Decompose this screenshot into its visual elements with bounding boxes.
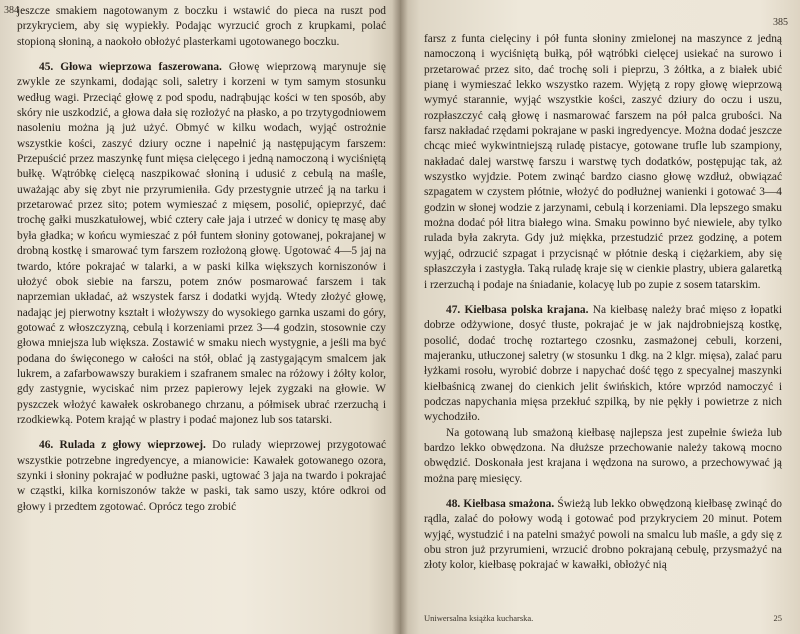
recipe-45 bbox=[17, 60, 386, 428]
page-footer bbox=[424, 613, 782, 624]
footer-book-title: Uniwersalna książka kucharska. bbox=[424, 613, 534, 623]
page-number-left: 384 bbox=[4, 5, 19, 16]
recipe-45-title: 45. Głowa wieprzowa faszerowana. bbox=[39, 61, 222, 74]
recipe-46-title: 46. Rulada z głowy wieprzowej. bbox=[39, 439, 206, 452]
continuation-text-left: jeszcze smakiem nagotowanym z boczku i wstawić do pieca na ruszt pod przykryciem, aby się wypiekły. Podając wyrzucić groch z krupkami, polać stopioną słoniną, a naokoło obłożyć plasterkami ugotowanego boczku. bbox=[17, 5, 386, 48]
recipe-47-text: Na kiełbasę należy brać mięso z łopatki dobrze odżywione, dosyć tłuste, pokrajać je w jak najdrobniejszą kostkę, posolić, dodać trochę roztartego czosnku, zasmażonej cebuli, korzeni, majeranku, utłuczonej saletry (w stosunku 1 dkg. na 2 klgr. mięsa), zalać paru łyżkami rosołu, wyrobić dobrze i napychać dość tęgo z specyalnej maszynki kiełbaśnicą zwanej do cienkich jelit świńskich, które wprzód namoczyć i podczas napychania mięsa przekłuć szpilką, by nie pękły i powietrze z nich wychodziło. bbox=[424, 303, 782, 424]
recipe-48-title: 48. Kiełbasa smażona. bbox=[446, 497, 555, 510]
recipe-46-text: Do rulady wieprzowej przygotować wszystkie potrzebne ingredyencye, a mianowicie: Kawałek gotowanego ozora, szynki i słoniny pokrajać w podłużne paski, ugtować 3 jaja na twardo i pokrajać w cząstki, kilka korniszonów także w paski, tak samo uszy, które odkroi od głowy i przedtem zgotować. Oprócz tego zrobić bbox=[17, 439, 387, 513]
continuation-text-right: farsz z funta cielęciny i pół funta słoniny zmielonej na maszynce z jedną namoczoną i wyciśniętą bułką, pół wątróbki cielęcej usiekać na surowo i przetarować przez sito, dać trochę soli i pieprzu, 3 żółtka, a z białek ubić pianę i wymieszać lekko wszystko razem. Wyjętą z ropy głowę wieprzową wymyć starannie, wyjąć wszystkie kości, zaszyć dziury do oczu i uszu, rozpłaszczyć całą głowę i nasmarować farszem na pół palca grubości. Na farsz nakładać rzędami pokrajane w paski ingredyencye. Można dodać jeszcze chcąc mieć wykwintniejszą ruladę pistacye, gotowane trufle lub szampiony, nakładać dalej warstwę farszu i warstwę tych dodatków, postępując tak, aż wszystko wyjdzie. Potem zwinąć bardzo ciasno głowę wzdłuż, obwiązać szpagatem w czystem płótnie, włożyć do podłużnej wanienki i gotować 3—4 godzin w słonej wodzie z jarzynami, cebulą i korzeniami. Dla lepszego smaku można dodać pół litra białego wina. Smaku powinno być niewiele, aby tylko rulada była zakryta. Gdy już miękka, przestudzić przez godzinę, a potem wyjąć, odrzucić szpagat i przycisnąć w płótnie deską i ciężarkiem, aby się spłaszczyła i zastygła. Taką ruladę kraje się w cienkie plastry, ubiera galaretką i rzerzuchą i podaje na śniadanie, kolacyę lub po zupie z sosem tatarskim. bbox=[424, 33, 782, 291]
recipe-47 bbox=[424, 303, 782, 426]
recipe-46 bbox=[17, 438, 386, 515]
page-number-right: 385 bbox=[773, 17, 788, 28]
recipe-47-title: 47. Kiełbasa polska krajana. bbox=[446, 303, 589, 316]
recipe-45-text: Głowę wieprzową marynuje się zwykle ze szynkami, dodając soli, saletry i korzeni w tym samym stosunku według wagi. Przeciąć głowę z pod spodu, nadrąbując kości w ten sposób, aby skóry nie uszkodzić, a głowa dała się rozłożyć na płasko, a po trzytygodniowem nasoleniu można ją już użyć. Obmyć w kilku wodach, wyjąć ostrożnie wszystkie kości, zaszyć dziury oczne i napełnić ją następującym farszem: Przepuścić przez maszynkę funt mięsa cielęcego i jedną namoczoną i wyciśniętą bułkę. Wątróbkę cielęcą naszpikować słoniną i udusić z cebulą na maśle, uważając aby się zbyt nie przyrumieniła. Gdy przestygnie utrzeć ją na tarku i przetarować przez sito; potem wymieszać z mięsem, posolić, opieprzyć, dać trochę gałki muszkatułowej, wbić cztery całe jaja i utrzeć w donicy tę masę aby była gładka; w końcu wymieszać z pół funtem słoniny gotowanej, pokrajanej w drobną kostkę i smarować tym farszem rozłożoną głowę. Ugotować 4—5 jaj na twardo, które pokrajać w talarki, a w paski kilka większych korniszonów i ułożyć obok siebie na farszu, potem znów posmarować farszem i tak naprzemian układać, aż wszystek farsz i dodatki wyjdą. Wtedy złożyć głowę, nadając jej pierwotny kształt i włożywszy do wysokiego garnka uszami do góry, gotować z włoszczyzną, cebulą i korzeniami przez 3—4 godzin, stosownie czy głowa mniejsza lub większa. Zostawić w smaku niech wystygnie, a jeśli ma być podana do święconego w całości na stół, oblać ją zastygającym smalcem jak lukrem, a zafarbowawszy burakiem i szafranem smalec na różowy i żółty kolor, gdy zastygnie, wyciskać nim przez papierowy lejek zygzaki na głowie. W pyszczek włożyć kawałek oskrobanego chrzanu, a półmisek ubrać rzerzuchą i rzodkiewką. Potem krająć w plastry i podać majonez lub sos tatarski. bbox=[17, 61, 386, 426]
recipe-48-text: Świeżą lub lekko obwędzoną kiełbasę zwinąć do rądla, zalać do połowy wodą i gotować pod przykryciem 20 minut. Potem wyjąć, wystudzić i na patelni smażyć powoli na smalcu lub maśle, a gdy się z obu stron już przyrumieni, wrzucić drobno pokrajaną cebulę, przysmażyć na złoty kolor, kiełbasę pokrajać w kawałki, obłożyć nią bbox=[424, 497, 782, 572]
book-gutter bbox=[392, 0, 408, 634]
footer-signature: 25 bbox=[773, 613, 782, 623]
recipe-47-text-2: Na gotowaną lub smażoną kiełbasę najlepsza jest zupełnie świeża lub bardzo lekko obwędzona. Na dłuższe przechowanie należy takową mocno obwędzić. Doskonała jest krajana i wędzona na surowo, a przechowywać ją można parę miesięcy. bbox=[424, 426, 782, 485]
right-page bbox=[400, 0, 800, 634]
recipe-48 bbox=[424, 497, 782, 574]
